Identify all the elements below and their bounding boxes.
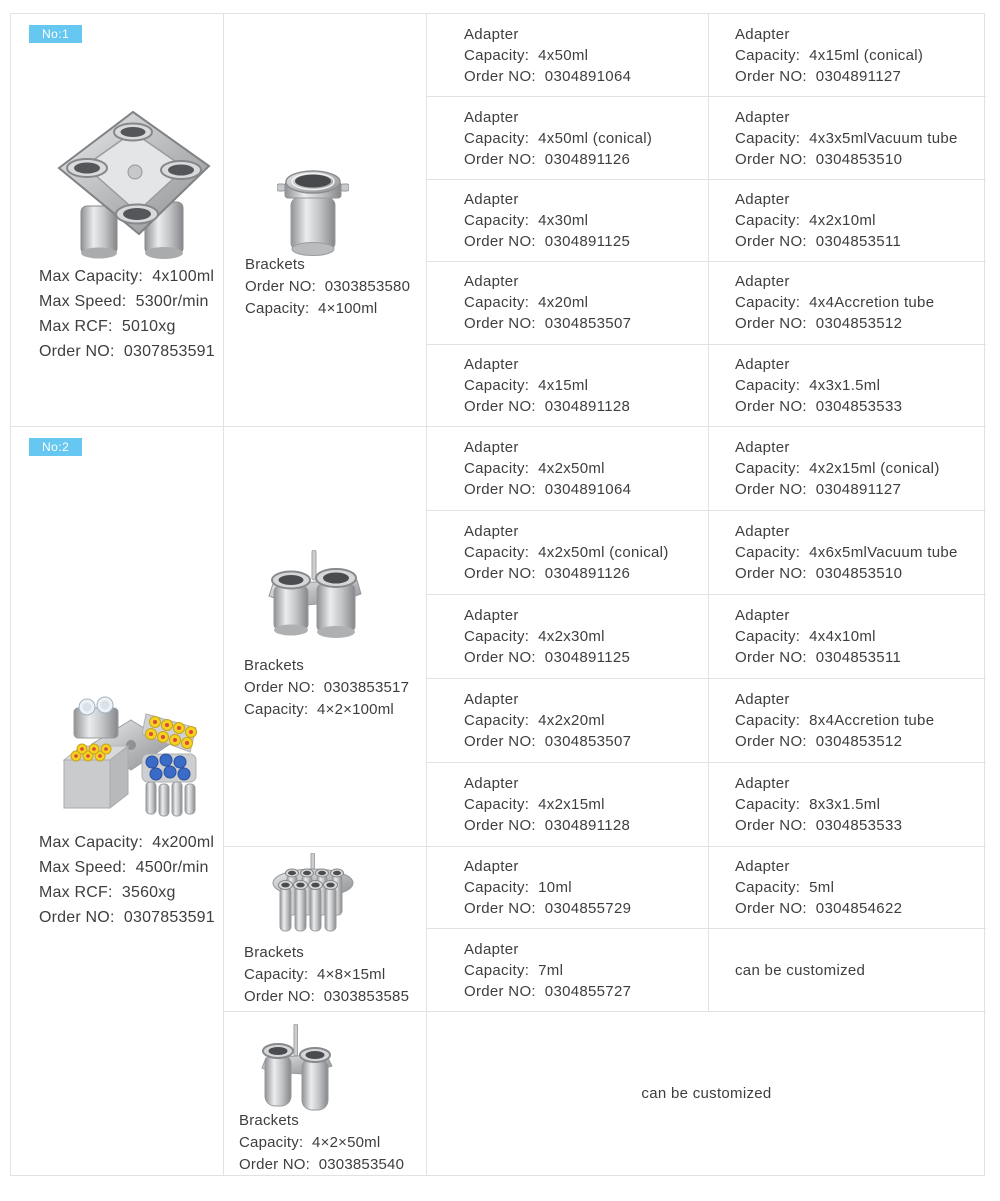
- bracket-line: Order NO: 0303853517: [244, 678, 410, 696]
- adapter-cell: [708, 344, 986, 426]
- adapter-order: Order NO: 0304853507: [464, 732, 632, 750]
- product-spec-table: [10, 13, 985, 1176]
- bracket-2c-cell: [223, 1011, 426, 1175]
- adapter-order: Order NO: 0304853533: [735, 816, 903, 834]
- bracket-1-cell: [223, 14, 426, 426]
- spec-line: Max Speed: 5300r/min: [39, 293, 209, 310]
- adapter-label: Adapter: [735, 606, 790, 624]
- product-1-badge: No:1: [29, 25, 82, 43]
- adapter-label: Adapter: [735, 690, 790, 708]
- adapter-capacity: Capacity: 4x2x30ml: [464, 627, 605, 645]
- spec-line: Max RCF: 5010xg: [39, 318, 176, 335]
- adapter-label: Adapter: [735, 25, 790, 43]
- adapter-label: Adapter: [735, 774, 790, 792]
- adapter-order: Order NO: 0304853512: [735, 732, 903, 750]
- adapter-label: Adapter: [464, 438, 519, 456]
- product-2-badge: No:2: [29, 438, 82, 456]
- adapter-cell: [426, 678, 708, 762]
- adapter-cell: [426, 426, 708, 510]
- adapter-order: Order NO: 0304855729: [464, 900, 632, 918]
- adapter-cell: [426, 594, 708, 678]
- bracket-line: Brackets: [245, 256, 305, 273]
- adapter-capacity: Capacity: 7ml: [464, 961, 564, 979]
- spec-line: Max Capacity: 4x200ml: [39, 833, 215, 851]
- adapter-capacity: Capacity: 4x50ml: [464, 46, 589, 64]
- adapter-order: Order NO: 0304891125: [464, 648, 631, 666]
- adapter-capacity: Capacity: 8x3x1.5ml: [735, 795, 881, 813]
- adapter-order: Order NO: 0304854622: [735, 900, 903, 918]
- eight-tube-bracket-image: [270, 853, 356, 937]
- adapter-order: Order NO: 0304891125: [464, 232, 631, 250]
- adapter-capacity: Capacity: 8x4Accretion tube: [735, 711, 935, 729]
- adapter-order: Order NO: 0304853510: [735, 564, 903, 582]
- adapter-cell: [426, 846, 708, 929]
- customized-text: can be customized: [641, 1084, 772, 1102]
- bracket-line: Capacity: 4×100ml: [245, 300, 378, 317]
- adapter-label: Adapter: [735, 108, 790, 126]
- single-bucket-bracket-image: [277, 166, 349, 258]
- adapter-label: Adapter: [464, 606, 519, 624]
- adapter-cell: [708, 96, 986, 178]
- bracket-1-text: [245, 254, 410, 320]
- adapter-cell: [426, 14, 708, 96]
- adapter-label: Adapter: [464, 858, 519, 876]
- adapter-capacity: Capacity: 4x2x15ml (conical): [735, 459, 940, 477]
- adapter-label: Adapter: [735, 273, 790, 291]
- product-2-cell: [11, 426, 223, 1175]
- adapter-label: Adapter: [464, 940, 519, 958]
- adapter-capacity: Capacity: 10ml: [464, 879, 572, 897]
- adapter-label: Adapter: [464, 108, 519, 126]
- adapter-capacity: Capacity: 4x20ml: [464, 294, 589, 312]
- rotor-4x200ml-image: [56, 690, 206, 820]
- adapter-label: Adapter: [735, 190, 790, 208]
- bracket-2a-cell: [223, 426, 426, 846]
- adapter-cell: [426, 762, 708, 846]
- spec-line: Max RCF: 3560xg: [39, 883, 176, 901]
- adapter-order: Order NO: 0304891126: [464, 564, 631, 582]
- product-1-cell: [11, 14, 223, 426]
- adapter-cell: [708, 594, 986, 678]
- bracket-2c-text: [239, 1110, 404, 1176]
- adapter-order: Order NO: 0304853511: [735, 232, 902, 250]
- adapter-order: Order NO: 0304855727: [464, 982, 632, 1000]
- adapter-label: Adapter: [464, 355, 519, 373]
- adapter-label: Adapter: [735, 858, 790, 876]
- bracket-line: Order NO: 0303853540: [239, 1155, 405, 1173]
- adapter-cell: [708, 846, 986, 929]
- adapter-label: Adapter: [464, 273, 519, 291]
- spec-line: Max Capacity: 4x100ml: [39, 268, 215, 285]
- adapter-cell: [708, 426, 986, 510]
- adapter-order: Order NO: 0304853533: [735, 397, 903, 415]
- bracket-2b-text: [244, 942, 409, 1008]
- adapter-capacity: Capacity: 4x3x5mlVacuum tube: [735, 129, 958, 147]
- adapter-order: Order NO: 0304891127: [735, 67, 902, 85]
- adapter-order: Order NO: 0304853507: [464, 315, 632, 333]
- bracket-line: Order NO: 0303853585: [244, 987, 410, 1005]
- bracket-line: Capacity: 4×8×15ml: [244, 965, 386, 983]
- spec-line: Order NO: 0307853591: [39, 908, 215, 926]
- adapter-order: Order NO: 0304891064: [464, 480, 632, 498]
- adapter-capacity: Capacity: 4x30ml: [464, 211, 589, 229]
- adapter-order: Order NO: 0304891126: [464, 150, 631, 168]
- adapter-capacity: Capacity: 4x2x10ml: [735, 211, 876, 229]
- bracket-line: Brackets: [244, 943, 304, 961]
- adapter-order: Order NO: 0304853511: [735, 648, 902, 666]
- product-1-specs: [39, 264, 215, 364]
- adapter-label: Adapter: [464, 774, 519, 792]
- adapter-capacity: Capacity: 4x15ml: [464, 376, 589, 394]
- adapter-order: Order NO: 0304853512: [735, 315, 903, 333]
- spec-line: Max Speed: 4500r/min: [39, 858, 209, 876]
- adapter-cell: [426, 261, 708, 343]
- adapter-capacity: Capacity: 4x2x50ml (conical): [464, 543, 669, 561]
- bracket-2b-cell: [223, 846, 426, 1011]
- adapter-capacity: Capacity: 4x3x1.5ml: [735, 376, 881, 394]
- adapter-label: Adapter: [464, 25, 519, 43]
- adapter-capacity: Capacity: 4x15ml (conical): [735, 46, 924, 64]
- bracket-2a-text: [244, 655, 409, 721]
- adapter-cell: [708, 678, 986, 762]
- adapter-label: Adapter: [464, 190, 519, 208]
- adapter-cell: [708, 261, 986, 343]
- adapter-capacity: Capacity: 4x6x5mlVacuum tube: [735, 543, 958, 561]
- customized-span-cell: [426, 1011, 986, 1175]
- adapter-capacity: Capacity: 4x2x15ml: [464, 795, 605, 813]
- bracket-line: Brackets: [244, 656, 304, 674]
- adapter-order: Order NO: 0304891064: [464, 67, 632, 85]
- adapter-label: Adapter: [735, 438, 790, 456]
- adapter-label: Adapter: [464, 690, 519, 708]
- double-tube-bracket-image: [254, 1024, 340, 1116]
- adapter-cell: [426, 179, 708, 261]
- spec-line: Order NO: 0307853591: [39, 343, 215, 360]
- adapter-cell: [426, 510, 708, 594]
- adapter-cell: [708, 179, 986, 261]
- bracket-line: Order NO: 0303853580: [245, 278, 411, 295]
- adapter-cell: [708, 762, 986, 846]
- adapter-order: Order NO: 0304891128: [464, 397, 631, 415]
- adapter-order: Order NO: 0304891128: [464, 816, 631, 834]
- adapter-order: Order NO: 0304891127: [735, 480, 902, 498]
- adapter-capacity: Capacity: 4x2x20ml: [464, 711, 605, 729]
- rotor-4x100ml-image: [51, 106, 216, 266]
- adapter-capacity: Capacity: 4x4Accretion tube: [735, 294, 935, 312]
- adapter-cell: [426, 928, 708, 1011]
- adapter-cell: [426, 96, 708, 178]
- adapter-cell: [708, 14, 986, 96]
- adapter-cell: [708, 510, 986, 594]
- bracket-line: Capacity: 4×2×50ml: [239, 1133, 381, 1151]
- bracket-line: Capacity: 4×2×100ml: [244, 700, 394, 718]
- customized-text: can be customized: [735, 961, 866, 979]
- adapter-capacity: Capacity: 4x4x10ml: [735, 627, 876, 645]
- adapter-cell: [426, 344, 708, 426]
- adapter-label: Adapter: [735, 522, 790, 540]
- customized-cell: [708, 928, 986, 1011]
- adapter-label: Adapter: [464, 522, 519, 540]
- adapter-capacity: Capacity: 5ml: [735, 879, 835, 897]
- adapter-label: Adapter: [735, 355, 790, 373]
- double-bucket-bracket-image: [265, 550, 365, 647]
- adapter-capacity: Capacity: 4x50ml (conical): [464, 129, 653, 147]
- product-2-specs: [39, 830, 215, 930]
- adapter-order: Order NO: 0304853510: [735, 150, 903, 168]
- adapter-capacity: Capacity: 4x2x50ml: [464, 459, 605, 477]
- bracket-line: Brackets: [239, 1111, 299, 1129]
